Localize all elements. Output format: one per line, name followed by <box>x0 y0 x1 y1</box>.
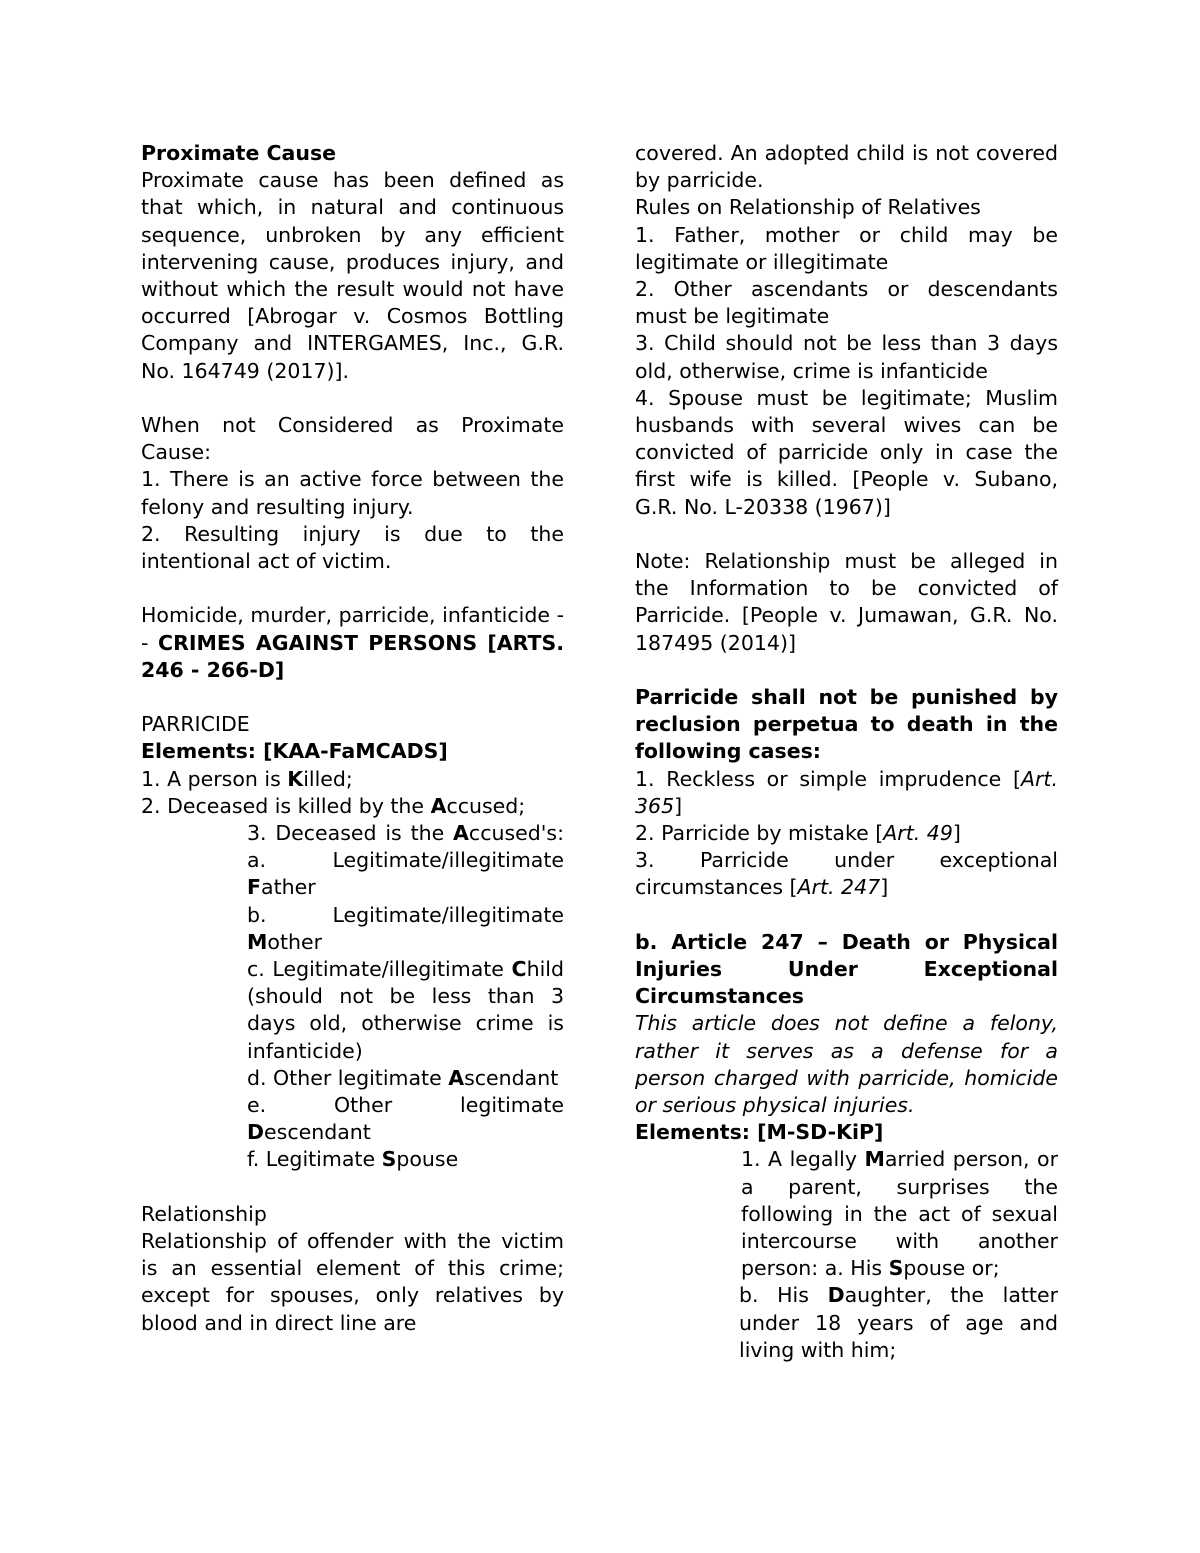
element-1-text: 1. A person is <box>141 766 288 791</box>
case-1-text: 1. Reckless or simple imprudence [ <box>635 766 1021 791</box>
spacer <box>635 657 1058 684</box>
case-2-close: ] <box>952 821 961 846</box>
sub-d-text: d. Other legitimate <box>247 1065 449 1090</box>
element-3-key: A <box>453 821 469 846</box>
sub-e-key: D <box>247 1120 265 1145</box>
case-3-text: 3. Parricide under exceptional circumstances [ <box>635 848 1058 900</box>
sub-f-text: f. Legitimate <box>247 1147 382 1172</box>
sub-e-text: e. Other legitimate <box>247 1093 564 1118</box>
sub-element-d <box>247 1065 564 1092</box>
case-1 <box>635 766 1058 820</box>
element-3a-rest: ather <box>261 875 316 900</box>
case-2 <box>635 820 1058 847</box>
proximate-cause-definition: Proximate cause has been defined as that which, in natural and continuous sequence, unbroken by any efficient intervening cause, produces injury, and without which the result would not have occurred [Abrogar v. Cosmos Bottling Company and INTERGAMES, Inc., G.R. No. 164749 (2017)]. <box>141 168 564 383</box>
sub-b-key: M <box>247 929 268 954</box>
sub-d-key: A <box>448 1065 465 1090</box>
sub-f-key: S <box>381 1147 397 1172</box>
crimes-bold: CRIMES AGAINST PERSONS [ARTS. 246 - 266-D] <box>141 630 564 682</box>
element-1-key: K <box>287 766 304 791</box>
sub-element-f <box>247 1146 564 1173</box>
rules-heading: Rules on Relationship of Relatives <box>635 195 981 220</box>
case-3-close: ] <box>880 875 889 900</box>
crimes-intro: Homicide, murder, parricide, infanticide -- <box>141 603 564 655</box>
sub-c-text: c. Legitimate/illegitimate <box>247 957 512 982</box>
case-3 <box>635 847 1058 901</box>
relationship-text: Relationship of offender with the victim is an essential element of this crime; except for spouses, only relatives by blood and in direct line are <box>141 1229 564 1335</box>
rule-4: 4. Spouse must be legitimate; Muslim husbands with several wives can be convicted of parricide only in case the first wife is killed. [People v. Subano, G.R. No. L-20338 (1967)] <box>635 385 1058 519</box>
not-proximate-item-2: 2. Resulting injury is due to the intentional act of victim. <box>141 521 564 574</box>
sub-element-c <box>247 956 564 1065</box>
relationship-heading: Relationship <box>141 1201 267 1226</box>
parricide-heading: PARRICIDE <box>141 712 250 737</box>
crimes-against-persons <box>141 602 564 684</box>
article-247-element-1 <box>741 1146 1058 1282</box>
sub-b-text: b. Legitimate/illegitimate <box>247 902 564 927</box>
left-column <box>141 140 564 1337</box>
article-247-elements-heading: Elements: [M-SD-KiP] <box>635 1120 884 1145</box>
elem-1-text: 1. A legally <box>741 1147 865 1172</box>
spacer <box>141 684 564 711</box>
relationship-continued: covered. An adopted child is not covered by parricide. <box>635 141 1058 193</box>
element-2-key: A <box>430 793 447 818</box>
elem-1-rest: arried person, or a parent, surprises the following in the act of sexual intercourse with another person: a. His <box>741 1147 1058 1281</box>
sub-e-rest: escendant <box>264 1120 371 1145</box>
article-247-description: This article does not define a felony, rather it serves as a defense for a person charged with parricide, homicide or serious physical injuries. <box>635 1011 1058 1118</box>
case-3-article: Art. 247 <box>797 875 881 900</box>
spacer <box>141 575 564 602</box>
not-proximate-heading: When not Considered as Proximate Cause: <box>141 413 564 465</box>
elem-1-key: M <box>864 1147 885 1172</box>
rule-3: 3. Child should not be less than 3 days old, otherwise, crime is infanticide <box>635 331 1058 383</box>
case-1-close: ] <box>674 793 683 818</box>
element-1 <box>141 766 564 793</box>
case-2-article: Art. 49 <box>883 821 953 846</box>
relationship-note: Note: Relationship must be alleged in the Information to be convicted of Parricide. [People v. Jumawan, G.R. No. 187495 (2014)] <box>635 549 1058 655</box>
rule-1: 1. Father, mother or child may be legitimate or illegitimate <box>635 222 1058 274</box>
spacer <box>635 521 1058 548</box>
spacer <box>141 385 564 412</box>
sub-f-rest: pouse <box>396 1147 459 1172</box>
element-1-rest: illed; <box>303 766 353 791</box>
spacer <box>635 902 1058 929</box>
elem-1a-key: S <box>888 1256 904 1281</box>
sub-element-e <box>247 1092 564 1146</box>
elem-b-text: b. His <box>739 1283 828 1308</box>
article-247-element-b <box>739 1282 1058 1364</box>
right-column <box>635 140 1058 1364</box>
sub-c-rest: hild (should not be less than 3 days old, otherwise crime is infanticide) <box>247 957 564 1063</box>
case-2-text: 2. Parricide by mistake [ <box>635 821 884 846</box>
element-3 <box>247 820 564 902</box>
parricide-elements-heading: Elements: [KAA-FaMCADS] <box>141 739 448 764</box>
elem-b-key: D <box>827 1283 845 1308</box>
sub-d-rest: scendant <box>464 1065 559 1090</box>
sub-c-key: C <box>511 957 527 982</box>
not-proximate-item-1: 1. There is an active force between the felony and resulting injury. <box>141 467 564 519</box>
article-247-heading: b. Article 247 – Death or Physical Injuries Under Exceptional Circumstances <box>635 929 1058 1009</box>
sub-b-rest: other <box>267 929 323 954</box>
sub-element-b <box>247 902 564 956</box>
element-3-text: 3. Deceased is the <box>247 821 454 846</box>
element-2 <box>141 793 564 820</box>
element-3a-key: F <box>247 875 262 900</box>
proximate-cause-heading: Proximate Cause <box>141 141 337 165</box>
element-3-rest: ccused's: a. Legitimate/illegitimate <box>247 821 564 873</box>
not-punished-heading: Parricide shall not be punished by reclusion perpetua to death in the following cases: <box>635 685 1058 764</box>
spacer <box>141 1174 564 1201</box>
case-1-article: Art. 365 <box>635 766 1058 818</box>
rule-2: 2. Other ascendants or descendants must be legitimate <box>635 277 1058 329</box>
elem-b-rest: aughter, the latter under 18 years of age and living with him; <box>739 1283 1058 1362</box>
elem-1a-rest: pouse or; <box>903 1256 1000 1281</box>
element-2-text: 2. Deceased is killed by the <box>141 793 431 818</box>
element-2-rest: ccused; <box>446 793 526 818</box>
